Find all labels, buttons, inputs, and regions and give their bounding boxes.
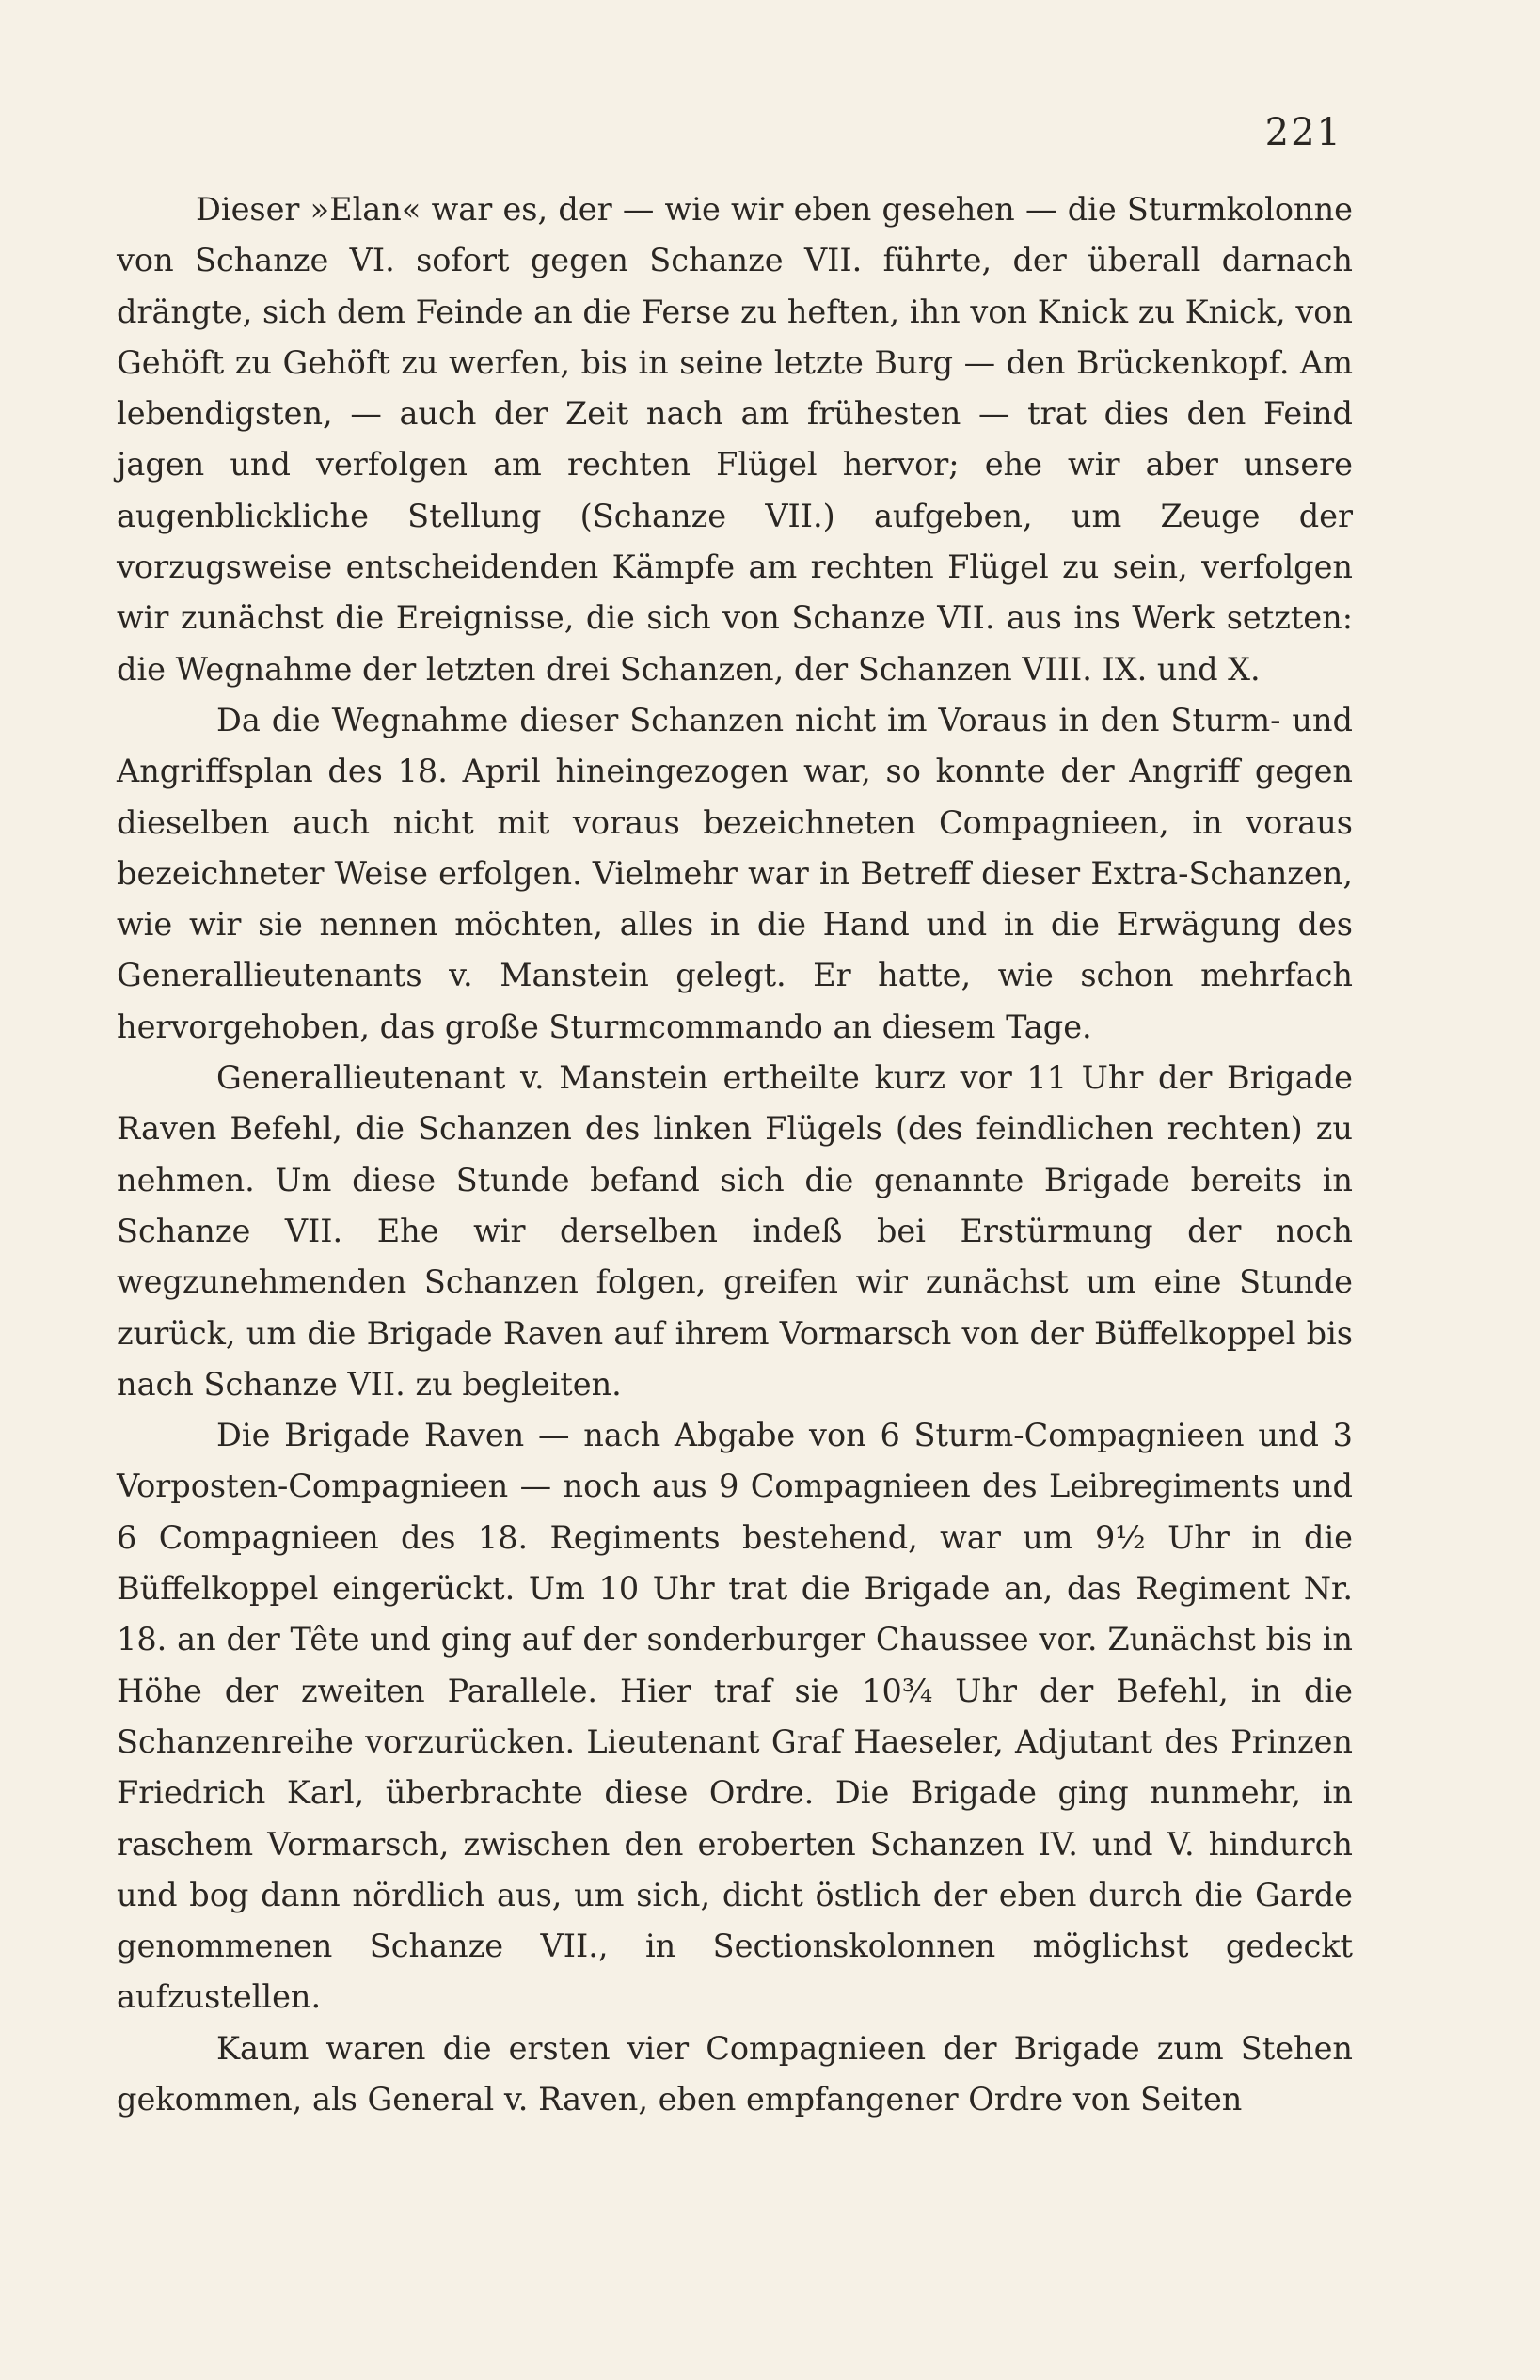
paragraph: Kaum waren die ersten vier Compagnieen der Brigade zum Stehen gekommen, als General v. Raven, eben empfangener Ordre von Seiten: [117, 2029, 1353, 2118]
paragraph: Generallieutenant v. Manstein ertheilte kurz vor 11 Uhr der Brigade Raven Befehl, die Schanzen des linken Flügels (des feindlichen rechten) zu nehmen. Um diese Stunde befand sich die genannte Brigade bereits in Schanze VII. Ehe wir derselben indeß bei Erstürmung der noch wegzunehmenden Schanzen folgen, greifen wir zunächst um eine Stunde zurück, um die Brigade Raven auf ihrem Vormarsch von der Büffelkoppel bis nach Schanze VII. zu begleiten.: [117, 1059, 1353, 1403]
body-text: [117, 184, 1353, 2125]
paragraph: Die Brigade Raven — nach Abgabe von 6 Sturm-Compagnieen und 3 Vorposten-Compagnieen — noch aus 9 Compagnieen des Leibregiments und 6 Compagnieen des 18. Regiments bestehend, war um 9½ Uhr in die Büffelkoppel eingerückt. Um 10 Uhr trat die Brigade an, das Regiment Nr. 18. an der Tête und ging auf der sonderburger Chaussee vor. Zunächst bis in Höhe der zweiten Parallele. Hier traf sie 10¾ Uhr der Befehl, in die Schanzenreihe vorzurücken. Lieutenant Graf Haeseler, Adjutant des Prinzen Friedrich Karl, überbrachte diese Ordre. Die Brigade ging nunmehr, in raschem Vormarsch, zwischen den eroberten Schanzen IV. und V. hindurch und bog dann nördlich aus, um sich, dicht östlich der eben durch die Garde genommenen Schanze VII., in Sectionskolonnen möglichst gedeckt aufzustellen.: [117, 1417, 1353, 2016]
paragraph: Da die Wegnahme dieser Schanzen nicht im Voraus in den Sturm- und Angriffsplan des 18. April hineingezogen war, so konnte der Angriff gegen dieselben auch nicht mit voraus bezeichneten Compagnieen, in voraus bezeichneter Weise erfolgen. Vielmehr war in Betreff dieser Extra-Schanzen, wie wir sie nennen möchten, alles in die Hand und in die Erwägung des Generallieutenants v. Manstein gelegt. Er hatte, wie schon mehrfach hervorgehoben, das große Sturmcommando an diesem Tage.: [117, 701, 1353, 1045]
paragraph: Dieser »Elan« war es, der — wie wir eben gesehen — die Sturmkolonne von Schanze VI. sofort gegen Schanze VII. führte, der überall darnach drängte, sich dem Feinde an die Ferse zu heften, ihn von Knick zu Knick, von Gehöft zu Gehöft zu werfen, bis in seine letzte Burg — den Brückenkopf. Am lebendigsten, — auch der Zeit nach am frühesten — trat dies den Feind jagen und verfolgen am rechten Flügel hervor; ehe wir aber unsere augenblickliche Stellung (Schanze VII.) aufgeben, um Zeuge der vorzugsweise entscheidenden Kämpfe am rechten Flügel zu sein, verfolgen wir zunächst die Ereignisse, die sich von Schanze VII. aus ins Werk setzten: die Wegnahme der letzten drei Schanzen, der Schanzen VIII. IX. und X.: [117, 191, 1353, 688]
page-number: 221: [1264, 111, 1342, 154]
